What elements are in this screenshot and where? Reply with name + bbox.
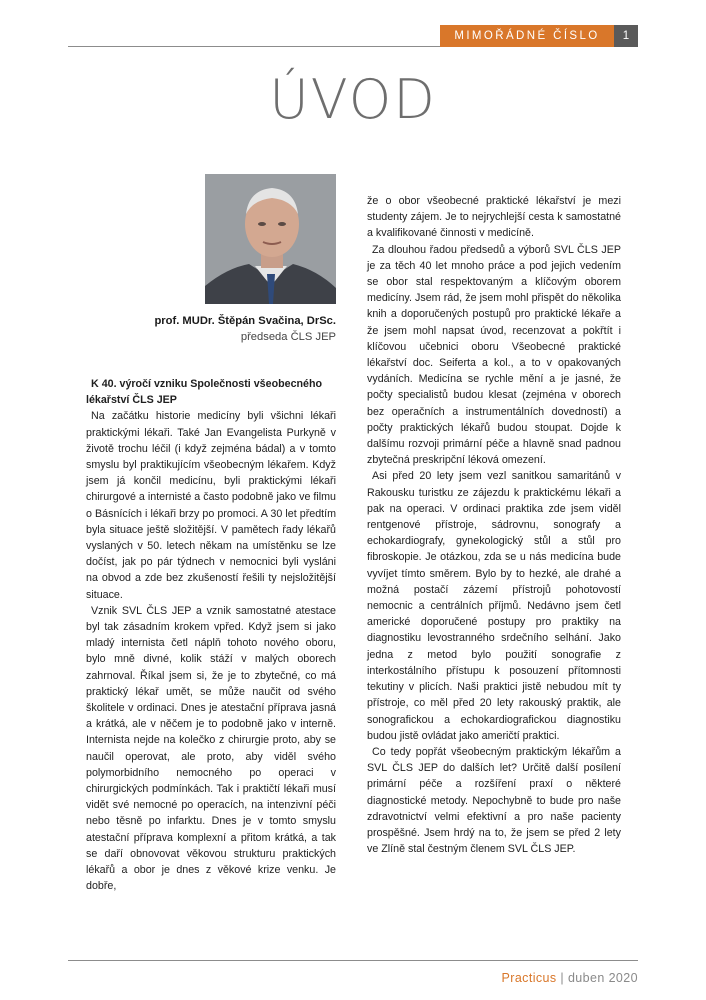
article-heading: K 40. výročí vzniku Společnosti všeobecného lékařství ČLS JEP: [86, 378, 323, 407]
author-photo: [205, 174, 336, 304]
article-paragraph: Asi před 20 lety jsem vezl sanitkou samaritánů v Rakousku turistku ze zájezdu k praktickému lékaři a pak na operaci. V ordinaci praktika zde jsem viděl rentgenové přístroje, sádrovnu, sonografy a echokardiografy, gynekologický stůl a stůl pro fibroskopie. Je otázkou, zda se u nás medicína bude vyvíjet tímto směrem. Bylo by to hezké, ale drahé a možná postačí zázemí přístrojů pohotovostí nemocnic a centrálních příjmů. Nedávno jsem četl americké doporučené postupy pro praktiky na diagnostiku levostranného srdečního selhání. Jako jedna z metod bylo použití sonografie z interkostálního přístupu k posouzení přítomnosti tekutiny v plicích. Naši praktici jistě nebudou mít ty přístroje, co měl před 20 lety rakouský praktik, ale sonografickou a echokardiografickou diagnostiku budou jistě ovládat jako američtí praktici.: [367, 470, 621, 742]
article-paragraph: Za dlouhou řadou předsedů a výborů SVL ČLS JEP je za těch 40 let mnoho práce a pod jejich vedením se obor stal respektovaným a klíčovým oborem medicíny. Jsem rád, že jsem mohl přispět do několika knih a doporučených postupů pro praktické lékaře a že jsem mohl napsat úvod, recenzovat a pokřtít i klíčovou učebnici oboru Všeobecné praktické lékařství doc. Seiferta a kol., a to v opakovaných vydáních. Medicína se rychle mění a je jasné, že počty specialistů budou klesat (zejména v oborech bez operačních a instrumentálních dovedností) a počty praktických lékařů budou stoupat. Dojde k dalšímu rozvoji primární péče a hlavně snad padnou zbytečná preskripční léková omezení.: [367, 243, 621, 467]
author-role: předseda ČLS JEP: [240, 331, 336, 343]
footer-brand: Practicus: [501, 971, 557, 985]
issue-label: MIMOŘÁDNÉ ČÍSLO: [440, 25, 614, 47]
footer: [400, 971, 638, 985]
footer-rule: [68, 960, 638, 961]
footer-separator: |: [556, 971, 568, 985]
article-paragraph: Na začátku historie medicíny byli všichni lékaři praktickými lékaři. Také Jan Evangelista Purkyně v životě trochu léčil (i když zejména bádal) a v tomto smyslu byl praktikujícím všeobecným lékařem. Když jsem já končil medicínu, byli praktickými lékaři chirurgové a internisté a často podobně jako ve filmu o Básnících i lékaři brzy po promoci. A 30 let předtím byla situace ještě složitější. V pamětech řady lékařů vyslaných v 50. letech někam na umístěnku se lze dočíst, jak po pár týdnech v nemocnici byli vysláni na obvod a zde bez zkušeností řešili ty nejsložitější situace.: [86, 410, 336, 601]
article-right-column: [367, 193, 621, 857]
footer-date: duben 2020: [567, 971, 638, 985]
page-number: 1: [614, 25, 638, 47]
article-left-column: [86, 376, 336, 895]
page-title: ÚVOD: [269, 68, 437, 131]
article-paragraph: Co tedy popřát všeobecným praktickým lékařům a SVL ČLS JEP do dalších let? Určitě další posílení primární péče a rozšíření praxí o některé diagnostické metody. Nepochybně to bude pro naše zdravotnictví velmi efektivní a pro naše pacienty prospěšné. Jsem hrdý na to, že jsem se před 2 lety ve Zlíně stal čestným členem SVL ČLS JEP.: [367, 745, 621, 856]
article-paragraph: že o obor všeobecné praktické lékařství je mezi studenty zájem. Je to nejrychlejší cesta k samostatné a kvalifikované činnosti v medicíně.: [367, 195, 621, 240]
author-name: prof. MUDr. Štěpán Svačina, DrSc.: [154, 315, 336, 327]
article-paragraph: Vznik SVL ČLS JEP a vznik samostatné atestace byl tak zásadním krokem vpřed. Když jsem si jako mladý internista četl náplň tohoto nového oboru, bylo mně divné, kolik stáží v malých oborech zahrnoval. Říkal jsem si, že je to zbytečné, co má praktický lékař umět, se může naučit od svého školitele v ordinaci. Dnes je atestační příprava jasná a krátká, ale v něčem je to podobně jako v interně. Internista nejde na kolečko z chirurgie proto, aby se naučil operovat, ale proto, aby viděl svého polymorbidního nemocného po operaci v chirurgických podmínkách. Tak i praktičtí lékaři musí vidět své nemocné po operacích, na intenzivní péči nebo těsně po infarktu. Dnes je v tomto smyslu atestační příprava komplexní a přitom krátká, a tak se daří obnovovat věkovou strukturu praktických lékařů a obor je dnes z věkové krize venku. Je dobře,: [86, 604, 336, 893]
